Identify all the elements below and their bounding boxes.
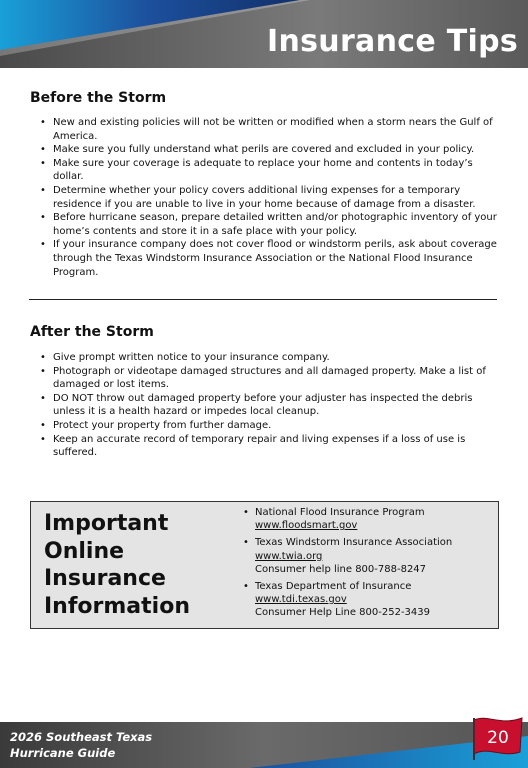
list-item: • Keep an accurate record of temporary repair and living expenses if a loss of use is suffered. xyxy=(40,433,500,460)
resource-item-tdi xyxy=(243,580,495,620)
list-item: • Determine whether your policy covers additional living expenses for a temporary residence if you are unable to live in your home because of damage from a disaster. xyxy=(40,184,500,211)
resource-link[interactable]: www.twia.org xyxy=(255,550,323,562)
page-number: 20 xyxy=(487,728,509,748)
footer-banner xyxy=(0,722,528,768)
list-item: • DO NOT throw out damaged property before your adjuster has inspected the debris unless it is a health hazard or impedes local cleanup. xyxy=(40,392,500,419)
resource-name: • Texas Department of Insurance xyxy=(255,581,412,593)
info-heading: Important Online Insurance Information xyxy=(44,511,190,619)
resource-item-nfip xyxy=(243,506,495,532)
footer-line-1: 2026 Southeast Texas xyxy=(10,730,153,744)
list-item: • Make sure you fully understand what perils are covered and excluded in your policy. xyxy=(40,143,500,157)
info-resource-list xyxy=(243,506,495,624)
list-item: • If your insurance company does not cover flood or windstorm perils, ask about coverage through the Texas Windstorm Insurance Association or the National Flood Insurance Program. xyxy=(40,238,500,279)
header-banner xyxy=(0,0,528,68)
section-divider xyxy=(29,299,497,300)
page-title: Insurance Tips xyxy=(267,24,518,59)
resource-name: • Texas Windstorm Insurance Association xyxy=(255,537,453,549)
list-item: • Give prompt written notice to your insurance company. xyxy=(40,351,500,365)
resource-item-twia xyxy=(243,536,495,576)
resource-link[interactable]: www.tdi.texas.gov xyxy=(255,594,347,606)
list-item: • Protect your property from further damage. xyxy=(40,419,500,433)
footer-guide-title xyxy=(10,729,152,761)
resource-phone: Consumer Help Line 800-252-3439 xyxy=(255,607,431,619)
list-item: • New and existing policies will not be written or modified when a storm nears the Gulf of America. xyxy=(40,116,500,143)
after-storm-list xyxy=(40,351,500,460)
before-storm-list xyxy=(40,116,500,279)
list-item: • Before hurricane season, prepare detailed written and/or photographic inventory of your home’s contents and store it in a safe place with your policy. xyxy=(40,211,500,238)
before-storm-heading: Before the Storm xyxy=(30,90,167,106)
after-storm-heading: After the Storm xyxy=(30,324,154,340)
footer-line-2: Hurricane Guide xyxy=(10,746,116,760)
info-box xyxy=(30,501,499,629)
resource-phone: Consumer help line 800-788-8247 xyxy=(255,563,427,575)
list-item: • Make sure your coverage is adequate to replace your home and contents in today’s dollar. xyxy=(40,157,500,184)
list-item: • Photograph or videotape damaged structures and all damaged property. Make a list of damaged or lost items. xyxy=(40,365,500,392)
resource-link[interactable]: www.floodsmart.gov xyxy=(255,520,358,532)
resource-name: • National Flood Insurance Program xyxy=(255,507,425,518)
